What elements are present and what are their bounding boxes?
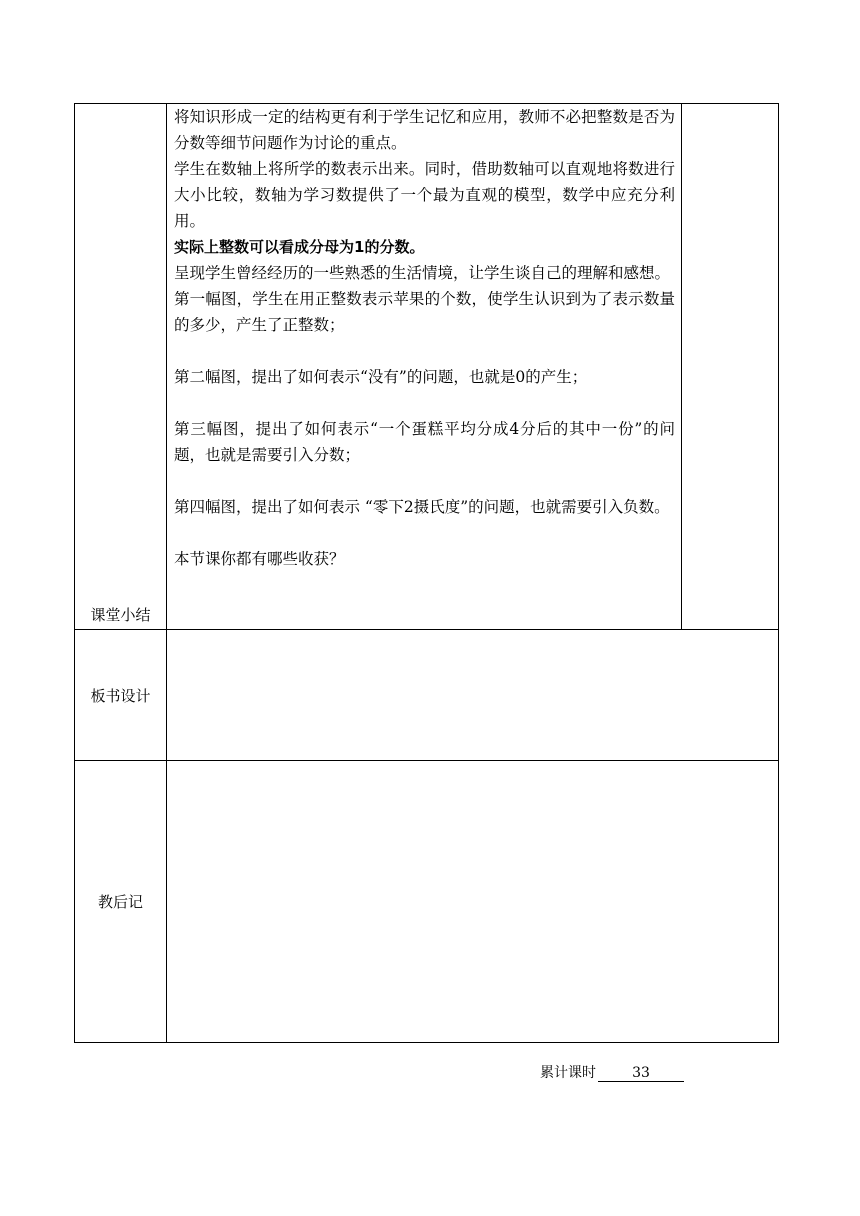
board-design-label: 板书设计 (75, 630, 167, 761)
after-class-notes-row (75, 761, 779, 1043)
after-class-notes-label: 教后记 (75, 761, 167, 1043)
summary-paragraph-4: 呈现学生曾经经历的一些熟悉的生活情境，让学生谈自己的理解和感想。 (174, 264, 671, 282)
summary-paragraph-9: 本节课你都有哪些收获？ (174, 550, 345, 568)
summary-content (167, 104, 682, 630)
after-class-notes-content (167, 761, 779, 1043)
summary-paragraph-8: 第四幅图，提出了如何表示 “零下2摄氏度”的问题，也就需要引入负数。 (174, 498, 670, 516)
cumulative-hours (540, 1063, 684, 1083)
summary-paragraph-6: 第二幅图，提出了如何表示“没有”的问题，也就是0的产生； (174, 368, 588, 386)
cumulative-hours-value: 33 (598, 1065, 684, 1082)
summary-paragraph-7: 第三幅图，提出了如何表示“一个蛋糕平均分成4分后的其中一份”的问题，也就是需要引入分数； (174, 420, 675, 464)
summary-paragraph-5: 第一幅图，学生在用正整数表示苹果的个数，使学生认识到为了表示数量的多少，产生了正整数； (174, 290, 675, 334)
paragraph-spacer (174, 468, 675, 494)
summary-paragraph-1: 将知识形成一定的结构更有利于学生记忆和应用，教师不必把整数是否为分数等细节问题作为讨论的重点。 (174, 108, 675, 152)
summary-row (75, 104, 779, 630)
paragraph-spacer (174, 520, 675, 546)
paragraph-spacer (174, 338, 675, 364)
board-design-row (75, 630, 779, 761)
lesson-plan-table (74, 103, 779, 1043)
cumulative-hours-label: 累计课时 (540, 1065, 596, 1081)
board-design-content (167, 630, 779, 761)
paragraph-spacer (174, 390, 675, 416)
summary-extra-cell (682, 104, 779, 630)
summary-paragraph-3: 实际上整数可以看成分母为1的分数。 (174, 238, 425, 256)
summary-paragraph-2: 学生在数轴上将所学的数表示出来。同时，借助数轴可以直观地将数进行大小比较，数轴为学习数提供了一个最为直观的模型，数学中应充分利用。 (174, 160, 675, 230)
summary-label: 课堂小结 (75, 104, 167, 630)
